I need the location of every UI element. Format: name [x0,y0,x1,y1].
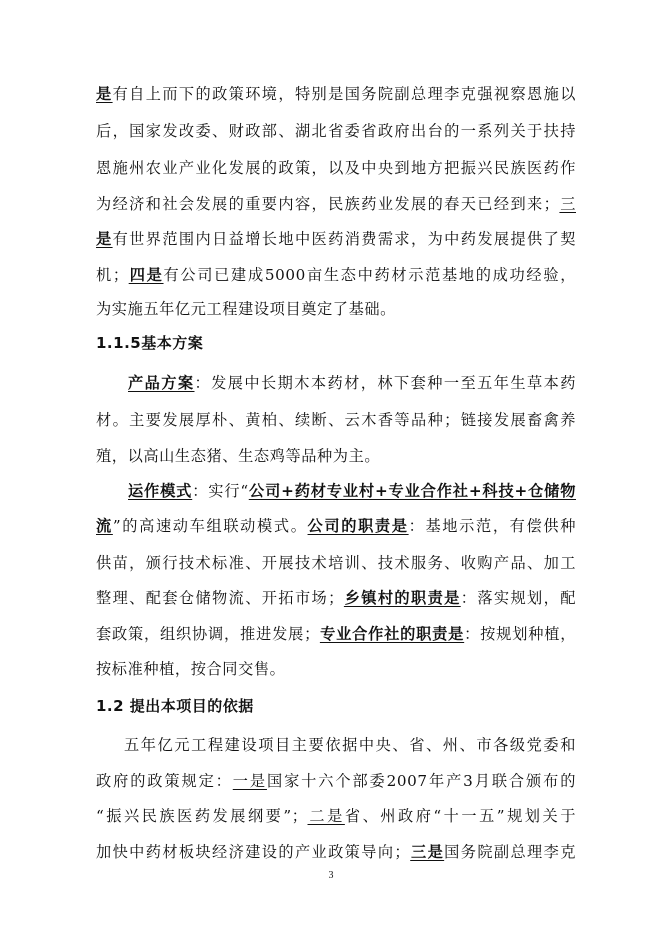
text-segment: ：基地示范，有偿供种 [408,517,576,535]
text-segment: 三是 [410,843,445,861]
section-heading [96,696,576,716]
text-segment: 公司+药材专业村+专业合作社+科技+仓储物 [248,482,576,500]
text-line [96,299,576,319]
text-line [96,659,576,679]
text-line [96,516,576,536]
text-segment: ：落实规划，配 [460,589,576,607]
text-segment: 乡镇村的职责是 [343,589,461,607]
text-segment: 三 [559,195,576,213]
text-segment: 后，国家发改委、财政部、湖北省委省政府出台的一系列关于扶持 [96,122,576,140]
text-segment: 供苗，颁行技术标准、开展技术培训、技术服务、收购产品、加工 [96,554,576,572]
text-segment: 为实施五年亿元工程建设项目奠定了基础。 [96,300,396,318]
text-segment: 恩施州农业产业化发展的政策，以及中央到地方把振兴民族医药作 [96,159,576,177]
text-segment: 1.1.5基本方案 [96,334,204,352]
text-line [96,588,576,608]
text-line [128,481,576,501]
text-segment: 有世界范围内日益增长地中医药消费需求，为中药发展提供了契 [112,230,576,248]
text-line [96,446,576,466]
text-segment: 省、州政府“十一五”规划关于 [344,807,576,825]
text-segment: 流 [96,517,113,535]
text-line [96,194,576,214]
text-segment: 公司的职责是 [307,517,409,535]
text-segment: ：发展中长期木本药材，林下套种一至五年生草本药 [194,374,576,392]
text-segment: 专业合作社的职责是 [319,625,465,643]
text-segment: 有自上而下的政策环境，特别是国务院副总理李克强视察恩施以 [112,85,576,103]
text-segment: 政府的政策规定： [96,772,233,790]
text-segment: 一是 [232,772,267,790]
text-line [96,121,576,141]
text-segment: 整理、配套仓储物流、开拓市场； [96,589,344,607]
text-segment: ：实行“ [192,482,249,500]
text-line [96,158,576,178]
text-segment: 五年亿元工程建设项目主要依据中央、省、州、市各级党委和 [124,736,576,754]
text-segment: 国家十六个部委2007年产3月联合颁布的 [266,772,576,790]
text-segment: 产品方案 [128,374,195,392]
text-segment: 材。主要发展厚朴、黄柏、续断、云木香等品种；链接发展畜禽养 [96,411,576,429]
text-line [96,265,576,285]
text-segment: “振兴民族医药发展纲要”； [96,807,308,825]
text-segment: ”的高速动车组联动模式。 [112,517,308,535]
text-line [96,842,576,862]
text-segment: 有公司已建成5000亩生态中药材示范基地的成功经验， [163,266,576,284]
text-segment: 四是 [128,266,164,284]
page-number: 3 [328,870,334,881]
text-segment: 是 [96,230,113,248]
text-segment: 为经济和社会发展的重要内容，民族药业发展的春天已经到来； [96,195,560,213]
section-heading [96,333,576,353]
text-line [96,806,576,826]
text-line [96,229,576,249]
text-segment: 运作模式 [128,482,193,500]
text-line [96,410,576,430]
text-line [96,553,576,573]
text-segment: 二是 [307,807,345,825]
text-segment: 1.2 提出本项目的依据 [96,697,254,715]
text-segment: ：按规划种植， [464,625,577,643]
text-segment: 是 [96,85,113,103]
text-line [128,373,576,393]
text-line [124,735,576,755]
text-segment: 殖，以高山生态猪、生态鸡等品种为主。 [96,447,381,465]
text-line [96,624,576,644]
text-segment: 加快中药材板块经济建设的产业政策导向； [96,843,411,861]
text-segment: 套政策，组织协调，推进发展； [96,625,320,643]
text-segment: 按标准种植，按合同交售。 [96,660,286,678]
text-segment: 机； [96,266,129,284]
text-line [96,771,576,791]
text-segment: 国务院副总理李克 [444,843,576,861]
text-line [96,84,576,104]
